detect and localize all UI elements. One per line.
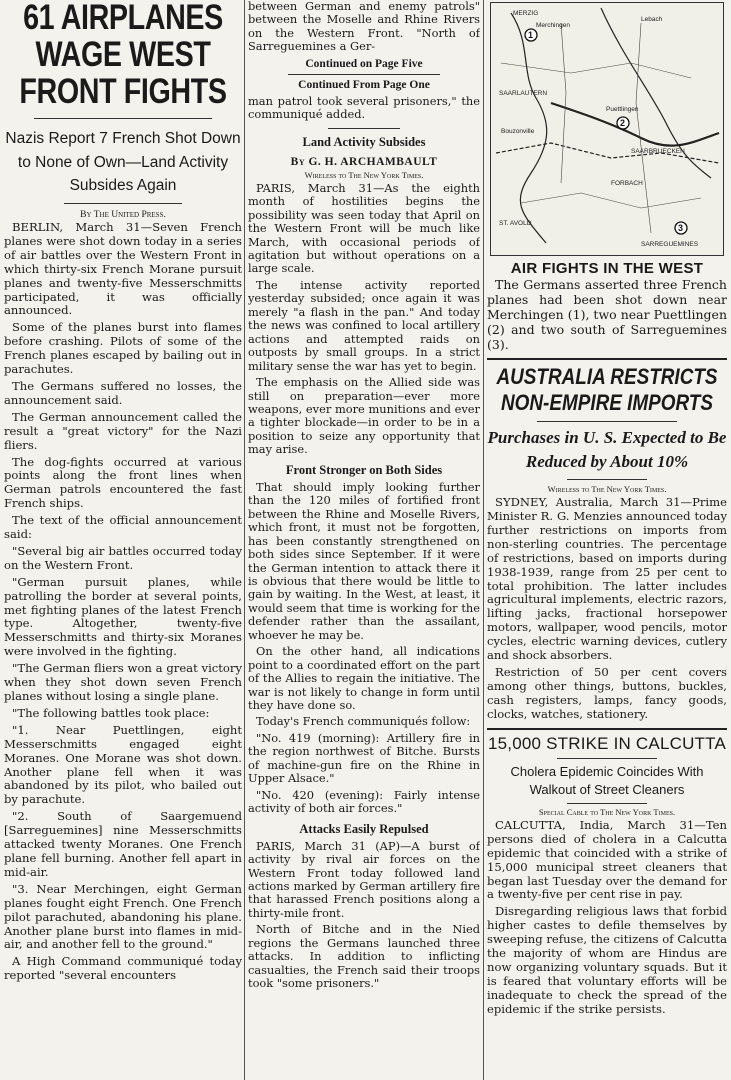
map-label: SAARLAUTERN [499,90,548,97]
paragraph: "Several big air battles occurred today on the Western Front. [4,543,242,572]
article-body [487,819,727,1017]
map-label: Puettlingen [606,106,639,113]
divider [288,74,440,75]
continued-on-label: Continued on Page Five [305,57,423,70]
paragraph: The emphasis on the Allied side was still on preparation—ever more weapons, ever more munitions and ever a tighter blockade—in order to be in a position to seize any opportunity that may arise. [248,375,480,457]
paragraph: BERLIN, March 31—Seven French planes were shot down today in a series of air battles over the Western Front in which thirty-six French Morane pursuit planes and twenty-five Messerschmitts participated, it was officially announced. [4,220,242,318]
deck-cholera: Cholera Epidemic Coincides With Walkout of Street Cleaners [510,763,704,797]
article-body [4,221,242,983]
column-1 [4,0,242,986]
paragraph: The dog-fights occurred at various points along the front lines when German patrols encountered the fast French ships. [4,454,242,511]
marker-3-label: 3 [678,223,684,233]
deck-nazis-report: Nazis Report 7 French Shot Down to None of Own—Land Activity Subsides Again [5,130,241,194]
byline-archambault: By G. H. ARCHAMBAULT [290,155,438,168]
paragraph: "No. 420 (evening): Fairly intense activity of both air forces." [248,787,480,816]
divider [567,479,647,480]
paragraph: The intense activity reported yesterday subsided; once again it was merely "a flash in the pan." And today the news was confined to local artillery actions and attempted raids on outposts by small groups. In a strict military sense the war has yet to begin. [248,277,480,373]
headline-airplanes: 61 AIRPLANES WAGE WEST FRONT FIGHTS [19,0,227,111]
divider [64,203,182,204]
paragraph: "1. Near Puettlingen, eight Messerschmitts engaged eight Moranes. One Morane was shot down. Another plane fell when it was abandoned by its pilot, who bailed out by parachute. [4,722,242,807]
paragraph: "2. South of Saargemuend [Sarreguemines] nine Messerschmitts attacked twenty Moranes. One French plane fell burning. Another fell apart in mid-air. [4,809,242,879]
marker-2-label: 2 [620,118,626,128]
map-caption: AIR FIGHTS IN THE WEST [510,260,704,277]
paragraph: PARIS, March 31—As the eighth month of hostilities begins the possibility was seen today that April on the Western Front will be much like March, with occasional periods of agitation but without operations on a large scale. [248,180,480,276]
paragraph: SYDNEY, Australia, March 31—Prime Minister R. G. Menzies announced today further restrictions on imports from non-sterling countries. The percentage of restrictions, based on imports during 1938-1939, range from 25 per cent to total prohibition. The latter includes agricultural implements, electric razors, lifting jacks, fractional horsepower motors, wallpaper, wood pencils, motor cycles, electric warning devices, cutlery and shock absorbers. [487,495,727,663]
divider [487,728,727,730]
column-2 [248,0,480,994]
article-body [248,840,480,991]
article-body [487,496,727,722]
paragraph: Some of the planes burst into flames before crashing. Pilots of some of the French planes escaped by bailing out in parachutes. [4,320,242,377]
byline-united-press: By The United Press. [80,210,166,220]
paragraph: The Germans suffered no losses, the announcement said. [4,378,242,407]
divider [567,803,647,804]
dateline-wireless: Wireless to The New York Times. [547,484,667,495]
map-western-front [490,2,724,256]
divider [34,118,212,119]
divider [557,758,657,759]
map-label: ST. AVOLD [499,220,532,227]
article-body [248,481,480,816]
subhead-front-stronger: Front Stronger on Both Sides [285,462,443,477]
paragraph: "The German fliers won a great victory when they shot down seven French planes without losing a single plane. [4,661,242,703]
map-caption-text: The Germans asserted three French planes had been shot down near Merchingen (1), two near Puettlingen (2) and two south of Sarreguemines (3). [487,277,727,352]
paragraph: Disregarding religious laws that forbid higher castes to defile themselves by sweeping refuse, the citizens of Calcutta the majority of whom are Hindus are now organizing voluntary squads. But it is feared that voluntary efforts will be inadequate to check the spread of the epidemic if the strike persists. [487,904,727,1016]
paragraph: A High Command communiqué today reported "several encounters [4,954,242,983]
paragraph: PARIS, March 31 (AP)—A burst of activity by rival air forces on the Western Front today followed land actions marked by German artillery fire that harassed French positions along a thirty-mile front. [248,838,480,920]
paragraph: "3. Near Merchingen, eight German planes fought eight French. One French pilot parachuted, abandoning his plane. Another plane burst into flames in mid-air, and another fell to the ground." [4,881,242,952]
paragraph: "German pursuit planes, while patrolling the border at several points, met fighting planes of the latest French type. Altogether, twenty-five Messerschmitts and thirty-six Moranes were involved in the fighting. [4,574,242,659]
paragraph: "The following battles took place: [12,705,210,720]
map-drawing [491,3,723,255]
marker-1-label: 1 [528,30,534,40]
map-label: Merchingen [536,22,570,29]
dateline-special-cable: Special Cable to The New York Times. [538,806,676,817]
column-rule [244,0,245,1080]
paragraph: Today's French communiqués follow: [256,714,471,729]
map-label: FORBACH [611,180,643,187]
dateline-wireless: Wireless to The New York Times. [304,169,424,180]
paragraph: The text of the official announcement said: [4,513,242,542]
paragraph: On the other hand, all indications point to a coordinated effort on the part of the Allies to regain the initiative. The war is not likely to change in form until they have done so. [248,644,480,713]
paragraph: Restriction of 50 per cent covers among other things, buttons, buckles, cash registers, lamps, fancy goods, clocks, watches, stationery. [487,664,727,721]
paragraph: The German announcement called the result a "great victory" for the Nazi fliers. [4,409,242,452]
subhead-land-activity: Land Activity Subsides [302,134,426,149]
divider [328,128,400,129]
map-label: Bouzonville [501,128,535,135]
paragraph: North of Bitche and in the Nied regions the Germans launched three attacks. In addition to inflicting casualties, the French said their troops took "some prisoners." [248,922,480,991]
paragraph: CALCUTTA, India, March 31—Ten persons died of cholera in a Calcutta epidemic that coincided with a strike of 15,000 municipal street cleaners that began last Tuesday over the demand for a twenty-five per cent rise in pay. [487,817,727,902]
map-label: SAARBRUECKEN [631,148,685,155]
article-continuation: man patrol took several prisoners," the communiqué added. [248,93,480,122]
article-body [248,182,480,457]
paragraph: "No. 419 (morning): Artillery fire in the region northwest of Bitche. Bursts of machine-gun fire on the Rhine in Upper Alsace." [248,730,480,786]
headline-australia: AUSTRALIA RESTRICTS NON-EMPIRE IMPORTS [496,364,718,416]
continued-from-label: Continued From Page One [298,78,430,91]
article-continuation: between German and enemy patrols" between the Moselle and Rhine Rivers on the Western Front. "North of Sarreguemines a Ger- [248,0,480,54]
headline-calcutta: 15,000 STRIKE IN CALCUTTA [487,733,727,753]
deck-purchases: Purchases in U. S. Expected to Be Reduced by About 10% [487,427,727,472]
divider [537,421,677,422]
column-rule [483,0,484,1080]
map-label: SARREGUEMINES [641,241,699,248]
subhead-attacks-repulsed: Attacks Easily Repulsed [299,821,429,836]
column-3 [487,0,727,1020]
paragraph: That should imply looking further than the 120 miles of fortified front between the Rhine and Moselle Rivers, which front, it must not be forgotten, has been constantly strengthened on both sides since September. If it were the German intention to attack there it is obvious that there would be little to gain by waiting. In the West, at least, it would seem that time is working for the defender rather than the assailant, whoever he may be. [248,479,480,642]
divider [487,358,727,360]
map-label: Lebach [641,16,663,23]
map-label: MERZIG [513,10,539,17]
border-line [496,143,719,163]
